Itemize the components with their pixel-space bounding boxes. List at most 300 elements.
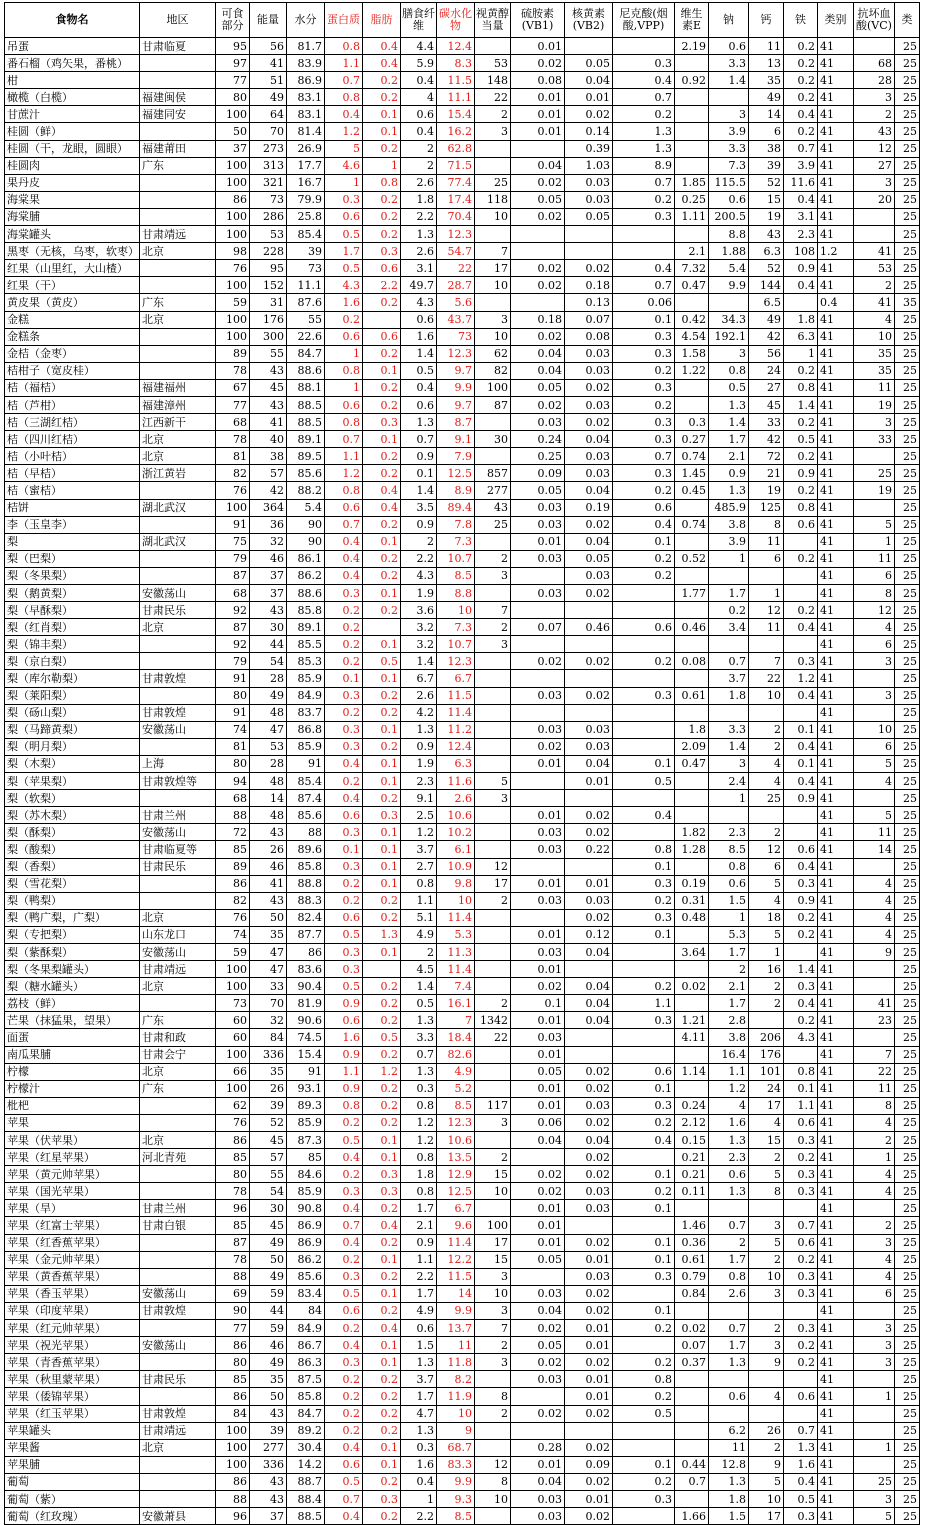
table-cell[interactable]: 41 <box>818 738 854 755</box>
table-cell[interactable]: 0.01 <box>511 875 565 892</box>
table-cell[interactable]: 10 <box>475 1285 511 1302</box>
table-cell[interactable]: 1 <box>325 174 363 191</box>
table-cell[interactable]: 0.7 <box>709 653 749 670</box>
table-cell[interactable]: 41 <box>818 1080 854 1097</box>
table-cell[interactable]: 17.4 <box>437 191 475 208</box>
table-cell[interactable]: 0.01 <box>565 875 613 892</box>
table-cell[interactable]: 0.3 <box>613 379 675 396</box>
table-cell[interactable]: 0.31 <box>675 892 709 909</box>
table-cell[interactable]: 0.1 <box>613 755 675 772</box>
table-cell[interactable]: 59 <box>216 294 250 311</box>
table-cell[interactable]: 88.7 <box>287 1473 325 1490</box>
table-cell[interactable]: 0.4 <box>325 1234 363 1251</box>
table-cell[interactable]: 0.02 <box>565 260 613 277</box>
table-cell[interactable] <box>475 1080 511 1097</box>
table-cell[interactable]: 41 <box>818 1388 854 1405</box>
table-cell[interactable]: 88.4 <box>287 1490 325 1507</box>
table-cell[interactable]: 0.3 <box>325 824 363 841</box>
table-cell[interactable]: 0.24 <box>675 1097 709 1114</box>
table-cell[interactable]: 0.1 <box>363 362 401 379</box>
table-cell[interactable] <box>475 943 511 960</box>
table-cell[interactable]: 甘肃临夏 <box>140 38 216 55</box>
table-cell[interactable]: 83.9 <box>287 55 325 72</box>
table-cell[interactable]: 90.8 <box>287 1200 325 1217</box>
table-cell[interactable]: 100 <box>475 379 511 396</box>
table-cell[interactable]: 0.5 <box>401 362 437 379</box>
table-cell[interactable]: 3 <box>709 106 749 123</box>
table-cell[interactable]: 0.8 <box>613 841 675 858</box>
table-cell[interactable]: 0.4 <box>613 1132 675 1149</box>
table-cell[interactable] <box>565 1422 613 1439</box>
table-cell[interactable]: 43 <box>854 123 895 140</box>
table-cell[interactable]: 48 <box>250 704 287 721</box>
table-cell[interactable]: 5 <box>854 807 895 824</box>
table-cell[interactable] <box>784 533 818 550</box>
table-cell[interactable]: 江西新干 <box>140 414 216 431</box>
table-cell[interactable]: 0.08 <box>565 328 613 345</box>
table-cell[interactable]: 0.2 <box>363 909 401 926</box>
table-cell[interactable]: 4 <box>749 892 784 909</box>
table-cell[interactable] <box>675 1302 709 1319</box>
table-cell[interactable]: 8.9 <box>613 157 675 174</box>
table-cell[interactable]: 8 <box>749 516 784 533</box>
table-cell[interactable]: 0.5 <box>613 1405 675 1422</box>
table-cell[interactable]: 0.4 <box>613 516 675 533</box>
table-cell[interactable]: 0.1 <box>363 670 401 687</box>
table-cell[interactable] <box>854 670 895 687</box>
table-cell[interactable]: 1.8 <box>709 687 749 704</box>
table-cell[interactable] <box>475 1439 511 1456</box>
table-cell[interactable]: 4 <box>749 1388 784 1405</box>
table-cell[interactable] <box>854 226 895 243</box>
table-cell[interactable]: 77 <box>216 1320 250 1337</box>
table-cell[interactable]: 0.2 <box>325 653 363 670</box>
table-cell[interactable]: 72 <box>749 448 784 465</box>
table-cell[interactable]: 2 <box>475 550 511 567</box>
table-cell[interactable]: 10 <box>475 328 511 345</box>
table-cell[interactable]: 0.3 <box>363 1490 401 1507</box>
table-cell[interactable]: 25 <box>895 978 920 995</box>
table-cell[interactable]: 37 <box>250 1508 287 1525</box>
table-cell[interactable]: 1.3 <box>709 1473 749 1490</box>
table-cell[interactable] <box>140 1251 216 1268</box>
table-cell[interactable]: 1.7 <box>709 995 749 1012</box>
table-cell[interactable]: 0.5 <box>325 226 363 243</box>
table-cell[interactable]: 25 <box>475 174 511 191</box>
table-cell[interactable]: 0.74 <box>675 516 709 533</box>
table-cell[interactable] <box>675 961 709 978</box>
table-cell[interactable]: 87 <box>475 396 511 413</box>
table-cell[interactable]: 苹果（秋里蒙苹果） <box>5 1371 140 1388</box>
table-cell[interactable]: 86 <box>287 943 325 960</box>
table-cell[interactable]: 50 <box>250 909 287 926</box>
table-cell[interactable]: 25 <box>895 1046 920 1063</box>
table-cell[interactable] <box>854 1405 895 1422</box>
table-cell[interactable]: 0.2 <box>325 875 363 892</box>
table-cell[interactable]: 0.6 <box>401 396 437 413</box>
table-cell[interactable]: 0.2 <box>363 89 401 106</box>
table-cell[interactable]: 25 <box>895 841 920 858</box>
table-cell[interactable]: 0.2 <box>325 602 363 619</box>
table-cell[interactable]: 甘肃靖远 <box>140 961 216 978</box>
table-cell[interactable]: 2 <box>475 1337 511 1354</box>
table-cell[interactable]: 364 <box>250 499 287 516</box>
table-cell[interactable]: 0.1 <box>363 1456 401 1473</box>
table-cell[interactable] <box>140 1456 216 1473</box>
table-cell[interactable]: 0.2 <box>325 704 363 721</box>
table-cell[interactable]: 0.7 <box>784 1422 818 1439</box>
table-cell[interactable] <box>511 773 565 790</box>
table-cell[interactable]: 福建莆田 <box>140 140 216 157</box>
table-cell[interactable]: 0.2 <box>613 1114 675 1131</box>
table-cell[interactable] <box>475 909 511 926</box>
table-cell[interactable]: 柠檬汁 <box>5 1080 140 1097</box>
table-cell[interactable]: 1.3 <box>709 396 749 413</box>
table-cell[interactable]: 41 <box>818 1046 854 1063</box>
table-cell[interactable] <box>511 1268 565 1285</box>
table-cell[interactable]: 0.04 <box>565 1132 613 1149</box>
column-header[interactable]: 碳水化物 <box>437 3 475 38</box>
table-cell[interactable]: 12.8 <box>709 1456 749 1473</box>
table-cell[interactable]: 0.03 <box>511 550 565 567</box>
table-cell[interactable]: 25 <box>895 123 920 140</box>
table-cell[interactable]: 0.4 <box>784 191 818 208</box>
table-cell[interactable]: 3.2 <box>401 636 437 653</box>
table-cell[interactable]: 0.03 <box>565 1268 613 1285</box>
table-cell[interactable]: 苹果（黄香蕉苹果） <box>5 1268 140 1285</box>
table-cell[interactable] <box>140 1490 216 1507</box>
table-cell[interactable]: 0.02 <box>511 55 565 72</box>
table-cell[interactable]: 1.3 <box>401 226 437 243</box>
table-cell[interactable]: 12.5 <box>437 1183 475 1200</box>
table-cell[interactable]: 0.01 <box>511 106 565 123</box>
table-cell[interactable]: 25 <box>895 38 920 55</box>
table-cell[interactable]: 0.4 <box>325 790 363 807</box>
table-cell[interactable]: 0.07 <box>565 311 613 328</box>
table-cell[interactable] <box>854 704 895 721</box>
table-cell[interactable]: 59 <box>250 1285 287 1302</box>
table-cell[interactable]: 0.1 <box>784 755 818 772</box>
table-cell[interactable]: 87.7 <box>287 926 325 943</box>
table-cell[interactable]: 47 <box>250 961 287 978</box>
table-cell[interactable]: 41 <box>818 1456 854 1473</box>
table-cell[interactable]: 0.08 <box>675 653 709 670</box>
table-cell[interactable]: 25 <box>895 1063 920 1080</box>
table-cell[interactable] <box>749 704 784 721</box>
table-cell[interactable]: 2 <box>475 892 511 909</box>
table-cell[interactable]: 0.7 <box>325 1490 363 1507</box>
table-cell[interactable] <box>613 721 675 738</box>
table-cell[interactable]: 0.02 <box>511 1354 565 1371</box>
table-cell[interactable]: 84 <box>287 1302 325 1319</box>
table-cell[interactable]: 41 <box>818 38 854 55</box>
table-cell[interactable]: 13.5 <box>437 1149 475 1166</box>
table-cell[interactable]: 0.3 <box>325 961 363 978</box>
table-cell[interactable]: 梨（红肖梨） <box>5 619 140 636</box>
table-cell[interactable]: 0.48 <box>675 909 709 926</box>
table-cell[interactable]: 38 <box>250 448 287 465</box>
table-cell[interactable]: 0.9 <box>325 995 363 1012</box>
table-cell[interactable]: 0.3 <box>613 1268 675 1285</box>
table-cell[interactable]: 0.9 <box>784 892 818 909</box>
table-cell[interactable]: 25 <box>895 191 920 208</box>
table-cell[interactable]: 43 <box>250 892 287 909</box>
table-cell[interactable]: 5 <box>749 1234 784 1251</box>
table-cell[interactable]: 0.3 <box>784 653 818 670</box>
table-cell[interactable]: 0.02 <box>565 807 613 824</box>
table-cell[interactable]: 0.2 <box>363 995 401 1012</box>
table-cell[interactable]: 0.36 <box>675 1234 709 1251</box>
table-cell[interactable]: 广东 <box>140 1012 216 1029</box>
table-cell[interactable]: 33 <box>250 978 287 995</box>
table-cell[interactable]: 74 <box>216 926 250 943</box>
table-cell[interactable] <box>613 602 675 619</box>
table-cell[interactable]: 0.02 <box>565 585 613 602</box>
table-cell[interactable]: 1 <box>749 943 784 960</box>
table-cell[interactable]: 桂圆肉 <box>5 157 140 174</box>
table-cell[interactable]: 苹果（倭锦苹果） <box>5 1388 140 1405</box>
table-cell[interactable] <box>613 1217 675 1234</box>
table-cell[interactable]: 2.19 <box>675 38 709 55</box>
table-cell[interactable]: 11 <box>709 1439 749 1456</box>
table-cell[interactable]: 0.1 <box>613 1166 675 1183</box>
table-cell[interactable] <box>511 243 565 260</box>
table-cell[interactable]: 28 <box>854 72 895 89</box>
table-cell[interactable]: 0.2 <box>613 396 675 413</box>
table-cell[interactable]: 0.3 <box>784 1320 818 1337</box>
table-cell[interactable]: 41 <box>818 790 854 807</box>
table-cell[interactable] <box>565 858 613 875</box>
table-cell[interactable]: 枇杷 <box>5 1097 140 1114</box>
table-cell[interactable]: 41 <box>818 943 854 960</box>
table-cell[interactable]: 11.9 <box>437 1388 475 1405</box>
table-cell[interactable] <box>784 1371 818 1388</box>
table-cell[interactable]: 41 <box>818 89 854 106</box>
table-cell[interactable] <box>475 807 511 824</box>
table-cell[interactable]: 40 <box>250 431 287 448</box>
table-cell[interactable]: 0.03 <box>565 892 613 909</box>
table-cell[interactable]: 苹果（伏苹果） <box>5 1132 140 1149</box>
table-cell[interactable]: 1.2 <box>784 670 818 687</box>
table-cell[interactable]: 2 <box>854 1132 895 1149</box>
table-cell[interactable]: 85.8 <box>287 602 325 619</box>
table-cell[interactable]: 42 <box>749 328 784 345</box>
table-cell[interactable]: 148 <box>475 72 511 89</box>
table-cell[interactable]: 1.1 <box>709 1063 749 1080</box>
table-cell[interactable]: 38 <box>749 140 784 157</box>
table-cell[interactable] <box>475 755 511 772</box>
table-cell[interactable]: 26 <box>749 1422 784 1439</box>
table-cell[interactable]: 84 <box>250 1029 287 1046</box>
table-cell[interactable]: 25 <box>895 1183 920 1200</box>
table-cell[interactable]: 0.47 <box>675 755 709 772</box>
table-cell[interactable]: 0.6 <box>325 1302 363 1319</box>
table-cell[interactable]: 2.1 <box>709 978 749 995</box>
table-cell[interactable]: 26 <box>250 841 287 858</box>
table-cell[interactable]: 1.3 <box>401 1422 437 1439</box>
table-cell[interactable]: 25 <box>895 1371 920 1388</box>
table-cell[interactable]: 0.02 <box>565 516 613 533</box>
table-cell[interactable]: 41 <box>818 277 854 294</box>
table-cell[interactable]: 37 <box>250 567 287 584</box>
table-cell[interactable]: 52 <box>250 1114 287 1131</box>
table-cell[interactable]: 41 <box>854 995 895 1012</box>
table-cell[interactable]: 228 <box>250 243 287 260</box>
table-cell[interactable]: 6 <box>854 636 895 653</box>
table-cell[interactable]: 35 <box>250 926 287 943</box>
table-cell[interactable]: 4 <box>854 926 895 943</box>
table-cell[interactable]: 64 <box>250 106 287 123</box>
table-cell[interactable]: 321 <box>250 174 287 191</box>
table-cell[interactable]: 2 <box>475 1405 511 1422</box>
table-cell[interactable]: 43 <box>250 1473 287 1490</box>
table-cell[interactable]: 0.02 <box>511 328 565 345</box>
table-cell[interactable] <box>784 704 818 721</box>
table-cell[interactable]: 100 <box>216 226 250 243</box>
table-cell[interactable]: 苹果脯 <box>5 1456 140 1473</box>
table-cell[interactable]: 3 <box>854 1490 895 1507</box>
table-cell[interactable]: 25 <box>895 89 920 106</box>
table-cell[interactable]: 25 <box>895 670 920 687</box>
table-cell[interactable]: 4.5 <box>401 961 437 978</box>
table-cell[interactable]: 安徽荡山 <box>140 1285 216 1302</box>
table-cell[interactable]: 70 <box>250 123 287 140</box>
table-cell[interactable] <box>784 294 818 311</box>
table-cell[interactable]: 0.2 <box>363 191 401 208</box>
table-cell[interactable]: 梨（早酥梨） <box>5 602 140 619</box>
table-cell[interactable] <box>511 226 565 243</box>
table-cell[interactable] <box>675 396 709 413</box>
table-cell[interactable]: 0.6 <box>325 1012 363 1029</box>
table-cell[interactable]: 3 <box>854 1337 895 1354</box>
table-cell[interactable] <box>140 328 216 345</box>
table-cell[interactable]: 49 <box>749 89 784 106</box>
table-cell[interactable]: 1.1 <box>401 1251 437 1268</box>
table-cell[interactable]: 108 <box>784 243 818 260</box>
table-cell[interactable]: 0.21 <box>675 1149 709 1166</box>
table-cell[interactable]: 60 <box>216 1012 250 1029</box>
table-cell[interactable]: 41 <box>818 1422 854 1439</box>
table-cell[interactable]: 41 <box>818 1251 854 1268</box>
table-cell[interactable]: 25 <box>895 1097 920 1114</box>
table-cell[interactable]: 2.2 <box>401 550 437 567</box>
table-cell[interactable]: 25 <box>895 448 920 465</box>
table-cell[interactable]: 1.3 <box>709 482 749 499</box>
table-cell[interactable]: 0.6 <box>784 1234 818 1251</box>
table-cell[interactable]: 安徽荡山 <box>140 943 216 960</box>
table-cell[interactable]: 25 <box>895 875 920 892</box>
table-cell[interactable]: 0.1 <box>363 106 401 123</box>
table-cell[interactable]: 0.1 <box>613 1456 675 1473</box>
table-cell[interactable] <box>675 1439 709 1456</box>
table-cell[interactable]: 25 <box>749 790 784 807</box>
table-cell[interactable]: 25 <box>895 533 920 550</box>
table-cell[interactable]: 甘蔗汁 <box>5 106 140 123</box>
table-cell[interactable]: 91 <box>216 516 250 533</box>
table-cell[interactable]: 89.1 <box>287 431 325 448</box>
table-cell[interactable]: 41 <box>818 704 854 721</box>
table-cell[interactable]: 41 <box>818 55 854 72</box>
table-cell[interactable]: 10.6 <box>437 1132 475 1149</box>
table-cell[interactable]: 1.7 <box>325 243 363 260</box>
table-cell[interactable]: 2.6 <box>709 1285 749 1302</box>
table-cell[interactable]: 0.2 <box>784 602 818 619</box>
table-cell[interactable]: 11 <box>854 824 895 841</box>
table-cell[interactable]: 3.9 <box>709 123 749 140</box>
table-cell[interactable]: 1 <box>709 550 749 567</box>
table-cell[interactable]: 1.8 <box>709 1490 749 1507</box>
table-cell[interactable]: 0.4 <box>363 1320 401 1337</box>
table-cell[interactable] <box>565 226 613 243</box>
table-cell[interactable]: 55 <box>250 345 287 362</box>
table-cell[interactable] <box>140 482 216 499</box>
table-cell[interactable]: 桔（福桔） <box>5 379 140 396</box>
table-cell[interactable]: 0.92 <box>675 72 709 89</box>
table-cell[interactable]: 0.7 <box>613 89 675 106</box>
table-cell[interactable]: 0.6 <box>325 396 363 413</box>
table-cell[interactable]: 0.4 <box>613 72 675 89</box>
table-cell[interactable]: 3.9 <box>784 157 818 174</box>
table-cell[interactable]: 0.02 <box>565 1234 613 1251</box>
table-cell[interactable]: 16.1 <box>437 995 475 1012</box>
table-cell[interactable]: 0.01 <box>511 123 565 140</box>
table-cell[interactable]: 3.9 <box>709 533 749 550</box>
table-cell[interactable]: 0.46 <box>565 619 613 636</box>
table-cell[interactable]: 41 <box>818 499 854 516</box>
table-cell[interactable]: 0.9 <box>709 465 749 482</box>
table-cell[interactable]: 0.2 <box>613 1354 675 1371</box>
table-cell[interactable]: 0.01 <box>511 533 565 550</box>
table-cell[interactable]: 81.4 <box>287 123 325 140</box>
table-cell[interactable]: 5.6 <box>437 294 475 311</box>
table-cell[interactable]: 1.58 <box>675 345 709 362</box>
table-cell[interactable]: 41 <box>818 123 854 140</box>
table-cell[interactable]: 3 <box>854 1234 895 1251</box>
table-cell[interactable]: 41 <box>818 379 854 396</box>
table-cell[interactable]: 金桔（金枣） <box>5 345 140 362</box>
table-cell[interactable]: 0.7 <box>613 174 675 191</box>
table-cell[interactable]: 84.9 <box>287 687 325 704</box>
table-cell[interactable] <box>784 585 818 602</box>
table-cell[interactable]: 41 <box>818 448 854 465</box>
table-cell[interactable]: 0.74 <box>675 448 709 465</box>
table-cell[interactable] <box>854 1200 895 1217</box>
table-cell[interactable]: 73 <box>437 328 475 345</box>
table-cell[interactable]: 0.03 <box>511 414 565 431</box>
table-cell[interactable] <box>709 294 749 311</box>
table-cell[interactable]: 3.1 <box>784 208 818 225</box>
table-cell[interactable]: 13 <box>749 55 784 72</box>
table-cell[interactable]: 0.03 <box>511 687 565 704</box>
table-cell[interactable]: 25 <box>895 1422 920 1439</box>
table-cell[interactable]: 0.19 <box>565 499 613 516</box>
table-cell[interactable]: 0.18 <box>511 311 565 328</box>
table-cell[interactable]: 0.4 <box>613 260 675 277</box>
table-cell[interactable]: 25 <box>895 1320 920 1337</box>
table-cell[interactable]: 0.7 <box>784 140 818 157</box>
table-cell[interactable]: 85.4 <box>287 226 325 243</box>
table-cell[interactable]: 0.2 <box>784 448 818 465</box>
table-cell[interactable]: 25 <box>895 653 920 670</box>
table-cell[interactable]: 41 <box>818 567 854 584</box>
table-cell[interactable]: 3.3 <box>709 55 749 72</box>
table-cell[interactable]: 4 <box>401 89 437 106</box>
table-cell[interactable]: 7 <box>854 1046 895 1063</box>
table-cell[interactable]: 8 <box>475 1473 511 1490</box>
table-cell[interactable]: 梨（莱阳梨） <box>5 687 140 704</box>
table-cell[interactable]: 3 <box>854 653 895 670</box>
table-cell[interactable]: 67 <box>216 379 250 396</box>
